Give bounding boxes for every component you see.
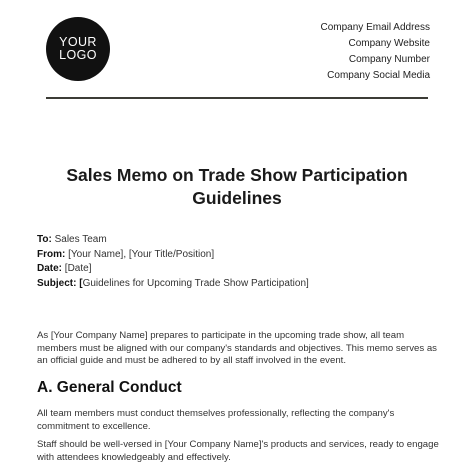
memo-subject-label: Subject: [ [37, 277, 83, 289]
memo-header [37, 233, 309, 291]
company-website: Company Website [348, 38, 430, 49]
contact-block [321, 20, 431, 84]
memo-from-label: From: [37, 248, 66, 260]
memo-from-value: [Your Name], [Your Title/Position] [65, 248, 215, 260]
memo-subject-value: Guidelines for Upcoming Trade Show Participation] [82, 277, 309, 289]
memo-subject [37, 277, 309, 292]
memo-date-label: Date: [37, 263, 63, 274]
intro-paragraph: As [Your Company Name] prepares to participate in the upcoming trade show, all team members must be aligned with our company's standards and objectives. This memo serves as an official guide and must be adhered to by all staff involved in the event. [37, 330, 437, 366]
company-email: Company Email Address [320, 22, 430, 33]
memo-from [37, 248, 309, 263]
memo-date [37, 262, 309, 277]
company-social-media: Company Social Media [327, 70, 430, 81]
logo-text-line2: LOGO [59, 48, 97, 62]
document-title [20, 164, 454, 210]
section-heading: A. General Conduct [37, 379, 182, 396]
company-logo [46, 17, 110, 81]
section-paragraph-2: Staff should be well-versed in [Your Company Name]'s products and services, ready to engage with attendees knowledgeably and effectively. [37, 439, 439, 463]
section-paragraph-1: All team members must conduct themselves professionally, reflecting the company's commitment to excellence. [37, 408, 395, 432]
title-line-2: Guidelines [192, 188, 282, 208]
memo-to [37, 233, 309, 248]
logo-text-line1: YOUR [59, 35, 97, 49]
company-number: Company Number [348, 54, 430, 65]
memo-to-value: Sales Team [51, 234, 107, 245]
title-line-1: Sales Memo on Trade Show Participation [66, 165, 408, 185]
header-divider [46, 97, 428, 99]
memo-to-label: To: [37, 234, 52, 245]
memo-date-value: [Date] [62, 263, 92, 274]
